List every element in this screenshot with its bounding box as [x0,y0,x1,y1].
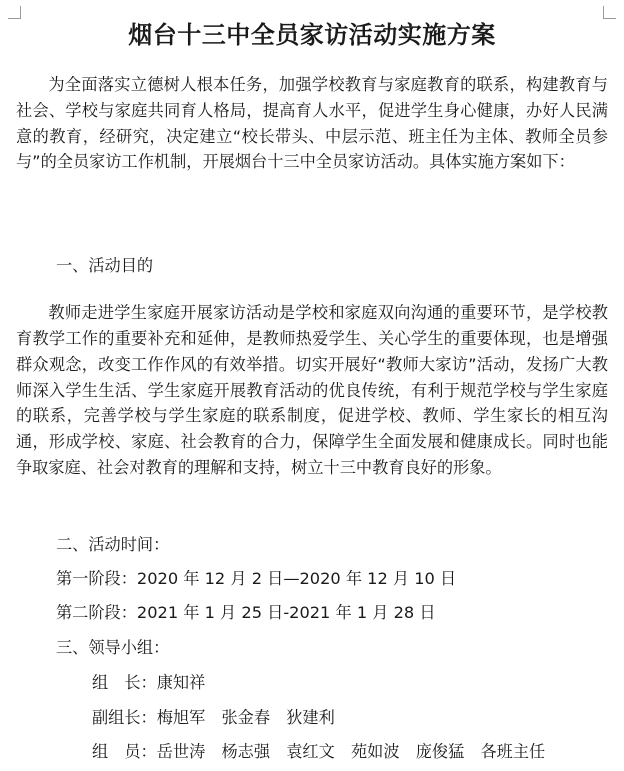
group-leader: 组 长：康知祥 [92,673,206,692]
purpose-text: 教师走进学生家庭开展家访活动是学校和家庭双向沟通的重要环节，是学校教育教学工作的重要补充和延伸，是教师热爱学生、关心学生的重要体现，也是增强群众观念，改变工作作风的有效举措。切实开展好“教师大家访”活动，发扬广大教师深入学生生活、学生家庭开展教育活动的优良传统，有利于规范学校与学生家庭的联系，完善学校与学生家庭的联系制度，促进学校、教师、学生家长的相互沟通，形成学校、家庭、社会教育的合力，保障学生全面发展和健康成长。同时也能争取家庭、社会对教育的理解和支持，树立十三中教育良好的形象。 [16,303,608,477]
document-title: 烟台十三中全员家访活动实施方案 [128,20,496,49]
phase-one: 第一阶段：2020 年 12 月 2 日—2020 年 12 月 10 日 [56,569,457,588]
intro-paragraph [16,72,608,175]
deputy-leaders: 副组长：梅旭军 张金春 狄建利 [92,708,335,727]
section-heading-purpose: 一、活动目的 [56,256,154,275]
intro-text: 为全面落实立德树人根本任务，加强学校教育与家庭教育的联系，构建教育与社会、学校与家庭共同育人格局，提高育人水平，促进学生身心健康，办好人民满意的教育，经研究，决定建立“校长带头、中层示范、班主任为主体、教师全员参与”的全员家访工作机制，开展烟台十三中全员家访活动。具体实施方案如下： [16,75,608,172]
section-heading-leadership: 三、领导小组： [56,638,170,657]
purpose-paragraph [16,284,608,497]
phase-two: 第二阶段：2021 年 1 月 25 日-2021 年 1 月 28 日 [56,603,436,622]
section-heading-time: 二、活动时间： [56,535,170,554]
group-members: 组 员：岳世涛 杨志强 袁红文 苑如波 庞俊猛 各班主任 [92,742,546,761]
